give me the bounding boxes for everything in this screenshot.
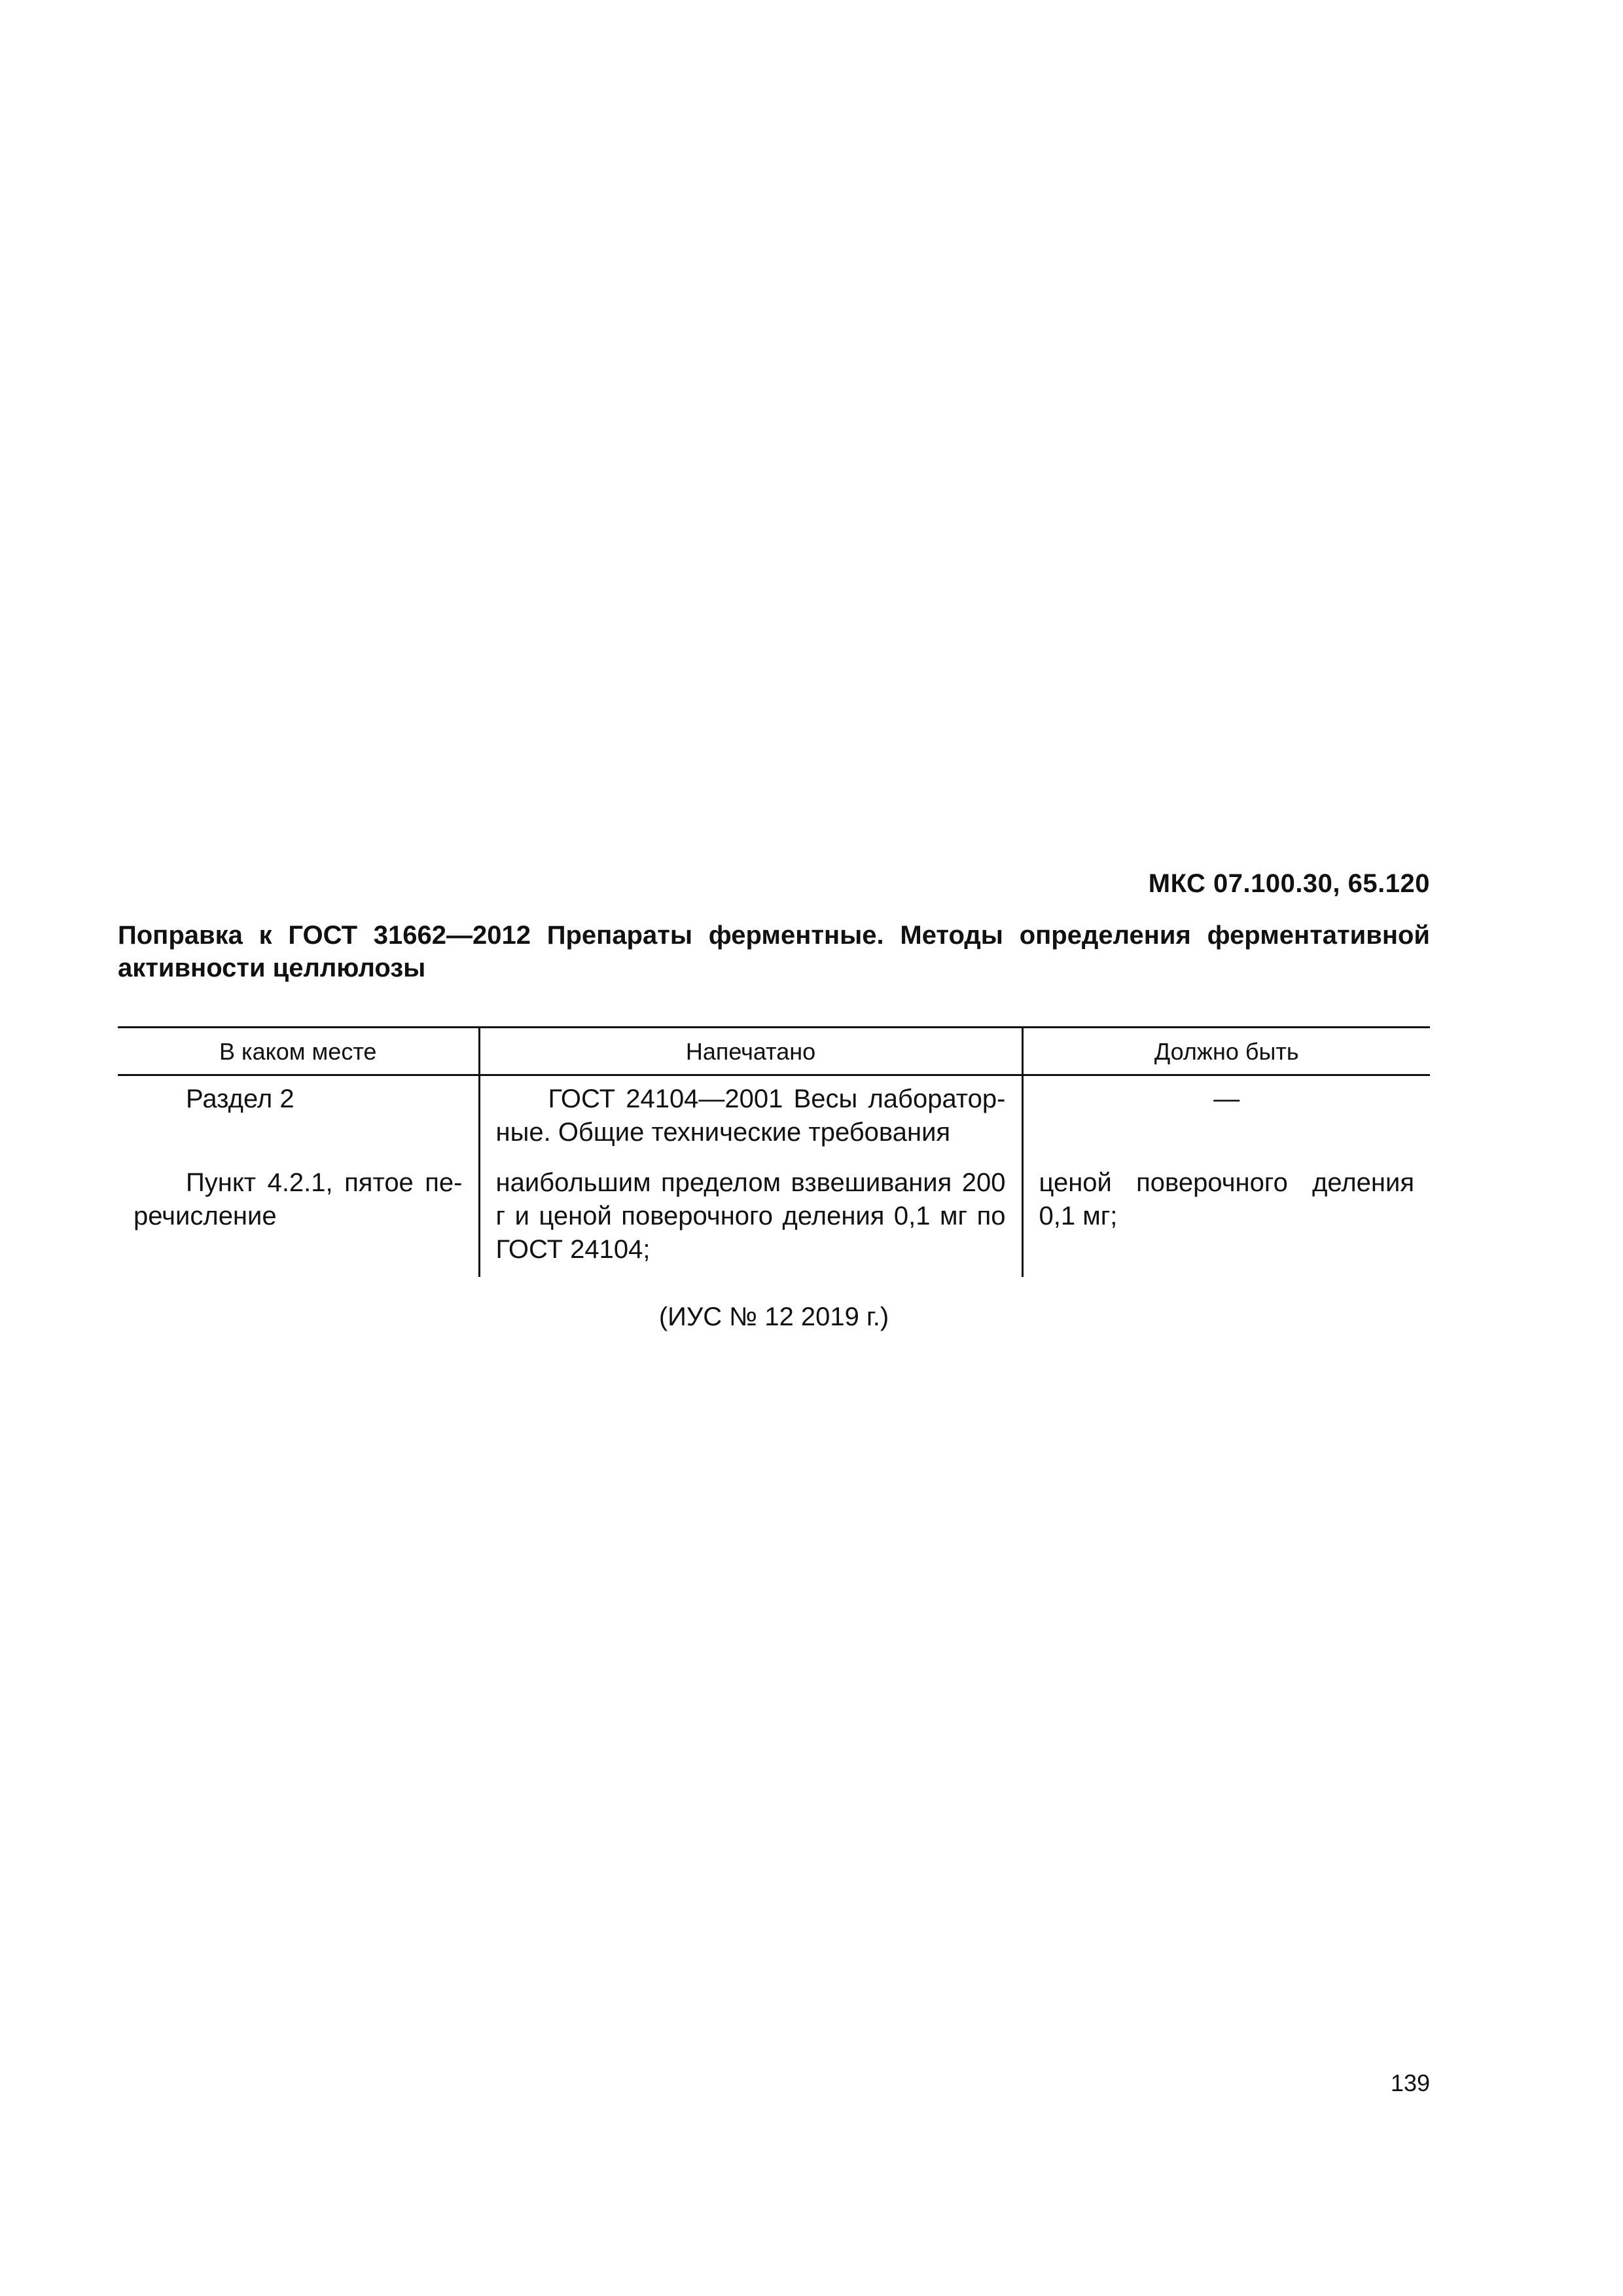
page-number: 139 — [1390, 2070, 1430, 2096]
header-printed: Напечатано — [479, 1028, 1022, 1075]
classification-code: МКС 07.100.30, 65.120 — [1148, 869, 1430, 898]
amendment-table — [118, 1026, 1430, 1277]
source-note: (ИУС № 12 2019 г.) — [658, 1302, 889, 1331]
header-place: В каком месте — [219, 1037, 377, 1065]
cell-printed: ГОСТ 24104—2001 Весы лаборатор-ные. Общие технические требования — [479, 1075, 1022, 1160]
cell-place: Раздел 2 — [186, 1085, 294, 1113]
cell-place: Пункт 4.2.1, пятое пе-речисление — [134, 1168, 463, 1230]
table-row — [118, 1160, 1430, 1277]
table-header-row — [118, 1028, 1430, 1075]
cell-printed: наибольшим пределом взвешивания 200 г и ценой поверочного деления 0,1 мг по ГОСТ 24104; — [479, 1160, 1022, 1277]
table-row — [118, 1075, 1430, 1160]
amendment-title: Поправка к ГОСТ 31662—2012 Препараты ферментные. Методы определения ферментативной активности целлюлозы — [118, 921, 1430, 982]
cell-should-be: — — [1022, 1075, 1430, 1160]
header-should-be: Должно быть — [1022, 1028, 1430, 1075]
cell-should-be: ценой поверочного деления 0,1 мг; — [1022, 1160, 1430, 1277]
